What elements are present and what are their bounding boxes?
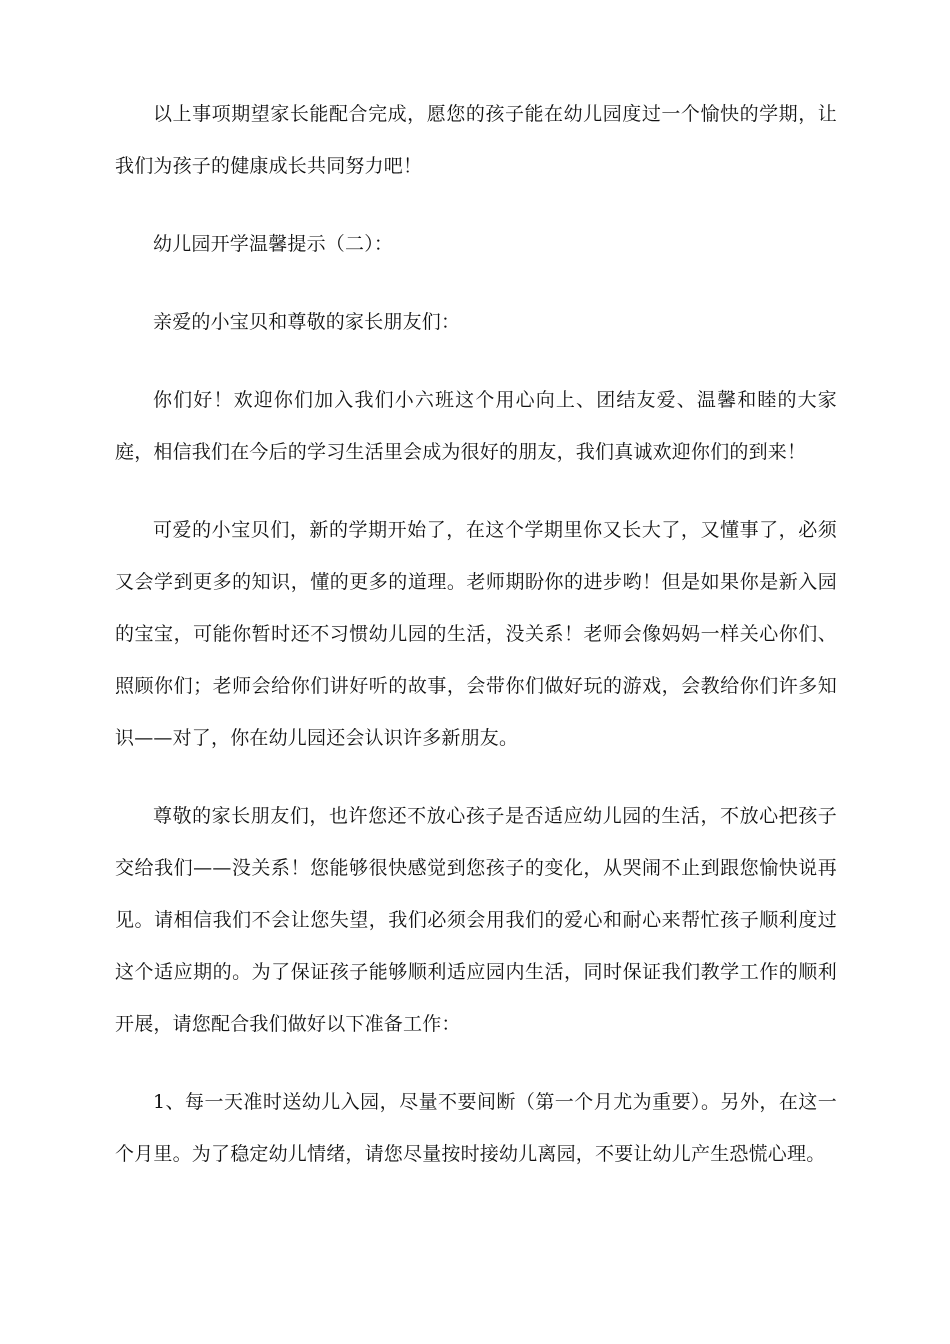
- document-page: [115, 88, 837, 1206]
- section-heading: 幼儿园开学温馨提示（二）：: [153, 233, 394, 255]
- list-item-1: 1、每一天准时送幼儿入园，尽量不要间断（第一个月尤为重要）。另外，在这一个月里。为了稳定幼儿情绪，请您尽量按时接幼儿离园，不要让幼儿产生恐慌心理。: [115, 1091, 837, 1165]
- children-paragraph: 可爱的小宝贝们，新的学期开始了，在这个学期里你又长大了，又懂事了，必须又会学到更多的知识，懂的更多的道理。老师期盼你的进步哟！但是如果你是新入园的宝宝，可能你暂时还不习惯幼儿园的生活，没关系！老师会像妈妈一样关心你们、照顾你们；老师会给你们讲好听的故事，会带你们做好玩的游戏，会教给你们许多知识——对了，你在幼儿园还会认识许多新朋友。: [115, 519, 837, 749]
- greeting-line: 亲爱的小宝贝和尊敬的家长朋友们：: [153, 311, 461, 333]
- closing-paragraph: 以上事项期望家长能配合完成，愿您的孩子能在幼儿园度过一个愉快的学期，让我们为孩子的健康成长共同努力吧！: [115, 103, 837, 177]
- parents-paragraph: 尊敬的家长朋友们，也许您还不放心孩子是否适应幼儿园的生活，不放心把孩子交给我们——没关系！您能够很快感觉到您孩子的变化，从哭闹不止到跟您愉快说再见。请相信我们不会让您失望，我们必须会用我们的爱心和耐心来帮忙孩子顺利度过这个适应期的。为了保证孩子能够顺利适应园内生活，同时保证我们教学工作的顺利开展，请您配合我们做好以下准备工作：: [115, 805, 837, 1035]
- welcome-paragraph: 你们好！欢迎你们加入我们小六班这个用心向上、团结友爱、温馨和睦的大家庭，相信我们在今后的学习生活里会成为很好的朋友，我们真诚欢迎你们的到来！: [115, 389, 837, 463]
